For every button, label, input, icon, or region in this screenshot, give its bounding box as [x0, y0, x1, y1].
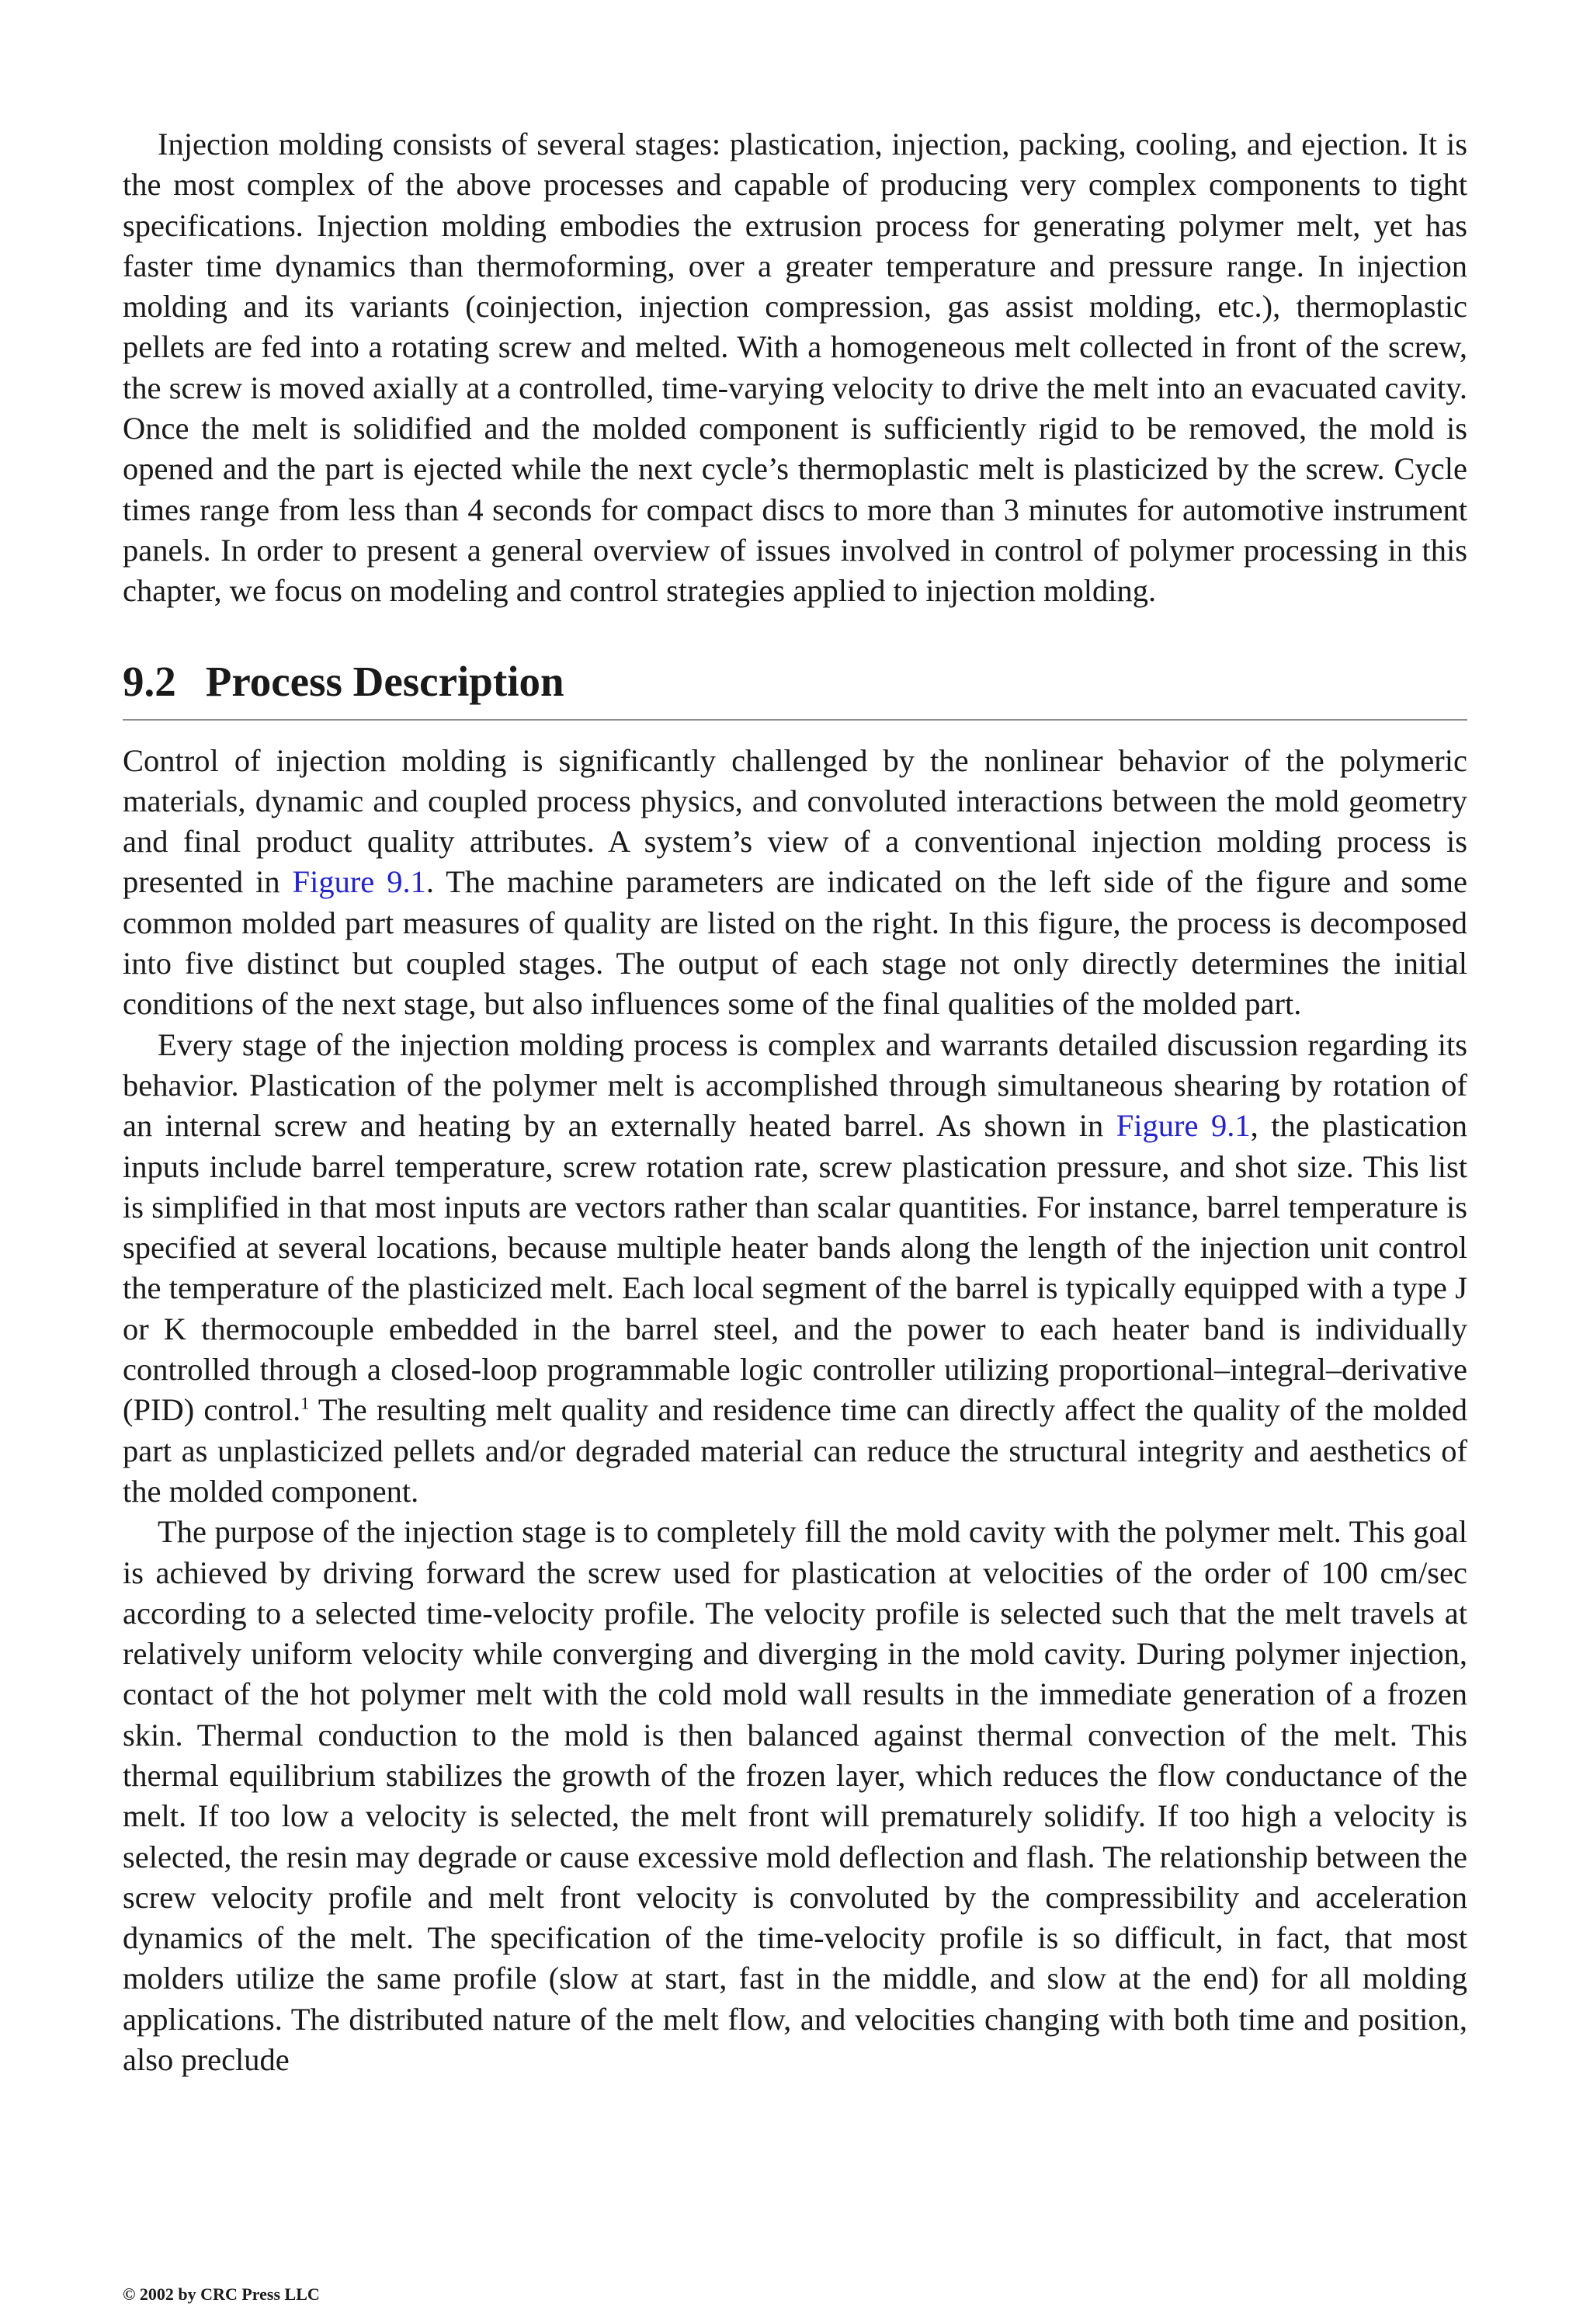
paragraph-text: The resulting melt quality and residence time can directly affect the quality of the molded part as unplasticized pellets and/or degraded material can reduce the structural integrity and aesthetics of the molded component. [123, 1392, 1467, 1509]
footnote-marker: 1 [300, 1393, 310, 1413]
copyright-footer: © 2002 by CRC Press LLC [123, 2284, 320, 2304]
paragraph-injection-stage: The purpose of the injection stage is to completely fill the mold cavity with the polymer melt. This goal is achieved by driving forward the screw used for plastication at velocities of the order of 100 cm/sec according to a selected time-velocity profile. The velocity profile is selected such that the melt travels at relatively uniform velocity while converging and diverging in the mold cavity. During polymer injection, contact of the hot polymer melt with the cold mold wall results in the immediate generation of a frozen skin. Thermal conduction to the mold is then balanced against thermal convection of the melt. This thermal equilibrium stabilizes the growth of the frozen layer, which reduces the flow conductance of the melt. If too low a velocity is selected, the melt front will prematurely solidify. If too high a velocity is selected, the resin may degrade or cause excessive mold deflection and flash. The relationship between the screw velocity profile and melt front velocity is convoluted by the compressibility and acceleration dynamics of the melt. The specification of the time-velocity profile is so difficult, in fact, that most molders utilize the same profile (slow at start, fast in the middle, and slow at the end) for all molding applications. The distributed nature of the melt flow, and velocities changing with both time and position, also preclude [123, 1514, 1467, 2078]
figure-link[interactable]: Figure 9.1 [292, 864, 426, 900]
paragraph-intro: Injection molding consists of several stages: plastication, injection, packing, cooling, and ejection. It is the most complex of the above processes and capable of producing very complex components to tight specifications. Injection molding embodies the extrusion process for generating polymer melt, yet has faster time dynamics than thermoforming, over a greater temperature and pressure range. In injection molding and its variants (coinjection, injection compression, gas assist molding, etc.), thermoplastic pellets are fed into a rotating screw and melted. With a homogeneous melt collected in front of the screw, the screw is moved axially at a controlled, time-varying velocity to drive the melt into an evacuated cavity. Once the melt is solidified and the molded component is sufficiently rigid to be removed, the mold is opened and the part is ejected while the next cycle’s thermoplastic melt is plasticized by the screw. Cycle times range from less than 4 seconds for compact discs to more than 3 minutes for automotive instrument panels. In order to present a general overview of issues involved in control of polymer processing in this chapter, we focus on modeling and control strategies applied to injection molding. [123, 127, 1467, 609]
paragraph-text: , the plastication inputs include barrel temperature, screw rotation rate, screw plastication pressure, and shot size. This list is simplified in that most inputs are vectors rather than scalar quantities. For instance, barrel temperature is specified at several locations, because multiple heater bands along the length of the injection unit control the temperature of the plasticized melt. Each local segment of the barrel is typically equipped with a type J or K thermocouple embedded in the barrel steel, and the power to each heater band is individually controlled through a closed-loop programmable logic controller utilizing proportional–integral–derivative (PID) control. [123, 1108, 1467, 1428]
figure-link[interactable]: Figure 9.1 [1116, 1108, 1251, 1144]
paragraph-text: Control of injection molding is significantly challenged by the nonlinear behavior of the polymeric materials, dynamic and coupled process physics, and convoluted interactions between the mold geometry and final product quality attributes. A system’s view of a conventional injection molding process is presented in [123, 742, 1467, 900]
paragraph-text: Every stage of the injection molding process is complex and warrants detailed discussion regarding its behavior. Plastication of the polymer melt is accomplished through simultaneous shearing by rotation of an internal screw and heating by an externally heated barrel. As shown in [123, 1027, 1467, 1144]
paragraph-text: . The machine parameters are indicated on the left side of the figure and some common molded part measures of quality are listed on the right. In this figure, the process is decomposed into five distinct but coupled stages. The output of each stage not only directly determines the initial conditions of the next stage, but also influences some of the final qualities of the molded part. [123, 864, 1467, 1022]
section-number: 9.2 [123, 657, 176, 705]
page-body [123, 124, 1467, 2080]
section-title: Process Description [205, 657, 564, 705]
section-heading [123, 657, 1467, 721]
paragraph-control-challenges [123, 741, 1467, 1025]
paragraph-plastication [123, 1025, 1467, 1513]
